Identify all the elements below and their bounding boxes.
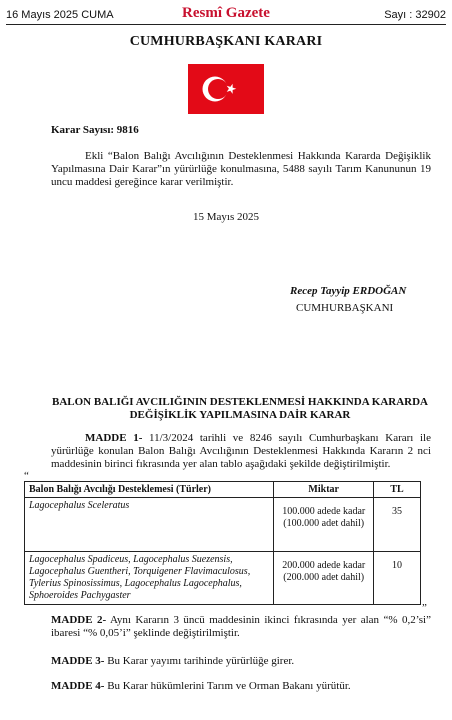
- tl-cell: 35: [374, 498, 421, 552]
- gazette-header: [0, 5, 452, 25]
- decision-intro: Ekli “Balon Balığı Avcılığının Desteklenmesi Hakkında Kararda Değişiklik Yapılmasına Dair Karar”ın yürürlüğe konulmasına, 5488 sayılı Tarım Kanununun 19 uncu maddesi gereğince karar verilmiştir.: [51, 150, 431, 188]
- amount-line: (100.000 adet dahil): [283, 518, 365, 529]
- tl-cell: 10: [374, 552, 421, 605]
- article-3-text: Bu Karar yayımı tarihinde yürürlüğe girer.: [104, 655, 295, 667]
- species-cell: Lagocephalus Sceleratus: [25, 498, 274, 552]
- table-open-quote: “: [24, 470, 29, 482]
- decision-date: 15 Mayıs 2025: [193, 211, 259, 223]
- article-1-text: 11/3/2024 tarihli ve 8246 sayılı Cumhurbaşkanı Kararı ile yürürlüğe konulan Balon Balığı Avcılığının Desteklenmesi Hakkında Kararın 2 nci maddesinin birinci fıkrasında yer alan tablo aşağıdaki şekilde değiştirilmiştir.: [51, 432, 432, 470]
- article-2-text: Aynı Kararın 3 üncü maddesinin ikinci fıkrasında yer alan “% 0,2’si” ibaresi “% 0,05’i” şeklinde değiştirilmiştir.: [51, 614, 431, 639]
- article-4: [51, 680, 431, 693]
- article-2-label: MADDE 2-: [51, 614, 107, 626]
- article-1: [51, 432, 431, 471]
- article-1-label: MADDE 1-: [85, 432, 143, 444]
- header-divider: [6, 24, 446, 25]
- species-support-table: [24, 481, 421, 605]
- article-3: [51, 655, 431, 668]
- page-title: CUMHURBAŞKANI KARARI: [129, 34, 323, 49]
- article-3-label: MADDE 3-: [51, 655, 105, 667]
- turkish-flag-icon: [188, 64, 264, 114]
- column-header-tl: TL: [374, 482, 421, 498]
- article-2: [51, 614, 431, 640]
- signer-name: Recep Tayyip ERDOĞAN: [290, 285, 407, 297]
- article-4-text: Bu Karar hükümlerini Tarım ve Orman Bakanı yürütür.: [104, 680, 351, 692]
- table-row: [25, 552, 421, 605]
- amount-cell: [274, 552, 374, 605]
- header-issue-number: Sayı : 32902: [384, 9, 446, 21]
- column-header-species: Balon Balığı Avcılığı Desteklemesi (Türler): [25, 482, 274, 498]
- table-close-quote: ”: [422, 602, 427, 614]
- annex-title: BALON BALIĞI AVCILIĞININ DESTEKLENMESİ HAKKINDA KARARDA DEĞİŞİKLİK YAPILMASINA DAİR KARAR: [51, 396, 428, 421]
- amount-line: 100.000 adede kadar: [282, 506, 366, 517]
- signer-title: CUMHURBAŞKANI: [296, 302, 394, 314]
- gazette-masthead: Resmî Gazete: [182, 5, 270, 21]
- amount-line: (200.000 adet dahil): [283, 572, 365, 583]
- table-header-row: [25, 482, 421, 498]
- article-4-label: MADDE 4-: [51, 680, 105, 692]
- species-cell: Lagocephalus Spadiceus, Lagocephalus Suezensis, Lagocephalus Guentheri, Torquigener Flavimaculosus, Tylerius Spinosissimus, Lagocephalus Lagocephalus, Sphoeroides Pachygaster: [25, 552, 274, 605]
- amount-line: 200.000 adede kadar: [282, 560, 366, 571]
- header-date: 16 Mayıs 2025 CUMA: [6, 9, 114, 21]
- amount-cell: [274, 498, 374, 552]
- table-row: [25, 498, 421, 552]
- column-header-amount: Miktar: [274, 482, 374, 498]
- decision-number: Karar Sayısı: 9816: [51, 124, 139, 136]
